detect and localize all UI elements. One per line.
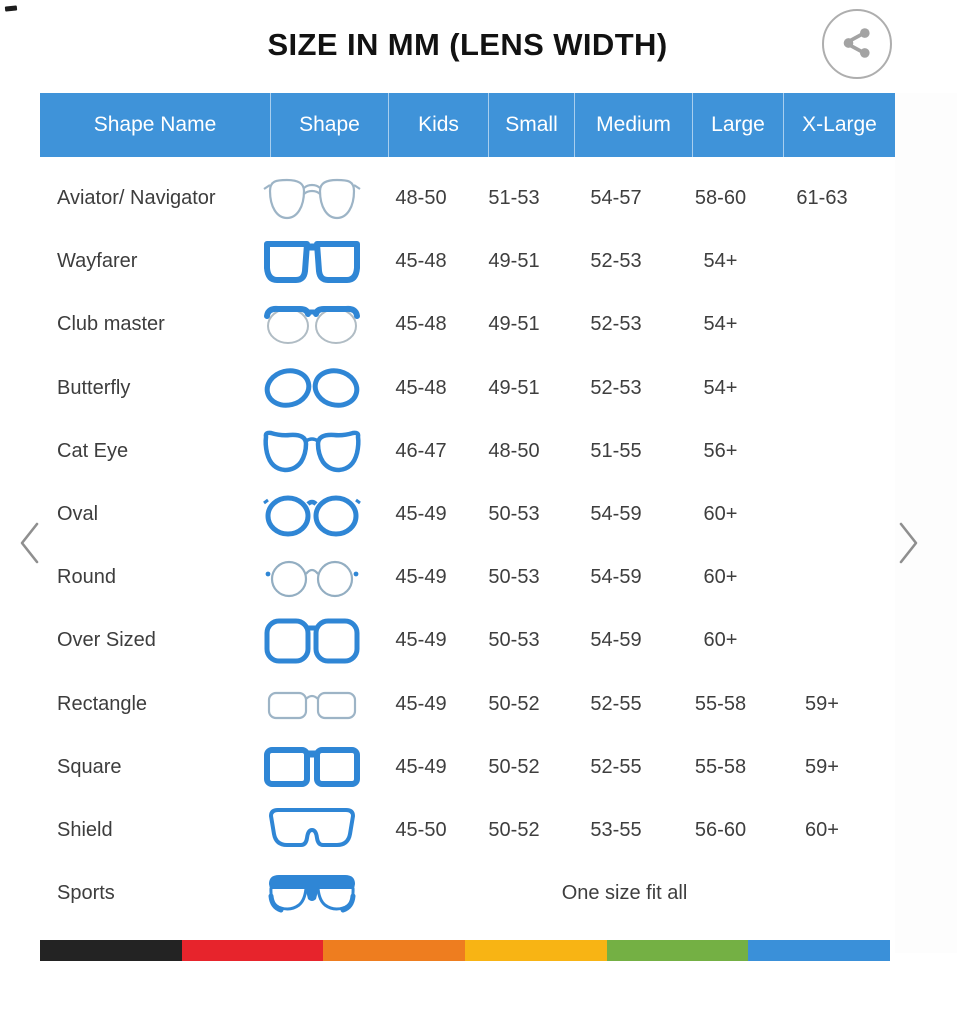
size-cell-medium: 52-53 — [590, 376, 642, 399]
size-cell-kids: 45-49 — [395, 503, 447, 526]
stripe-segment — [40, 940, 182, 961]
stripe-segment — [465, 940, 607, 961]
size-cell-kids: 45-50 — [395, 818, 447, 841]
sports-glasses-icon — [253, 868, 371, 920]
size-cell-small: 48-50 — [488, 439, 540, 462]
table-row — [40, 357, 895, 420]
shape-name-label: Shield — [57, 818, 113, 841]
stripe-segment — [323, 940, 465, 961]
oval-glasses-icon — [253, 489, 371, 541]
carousel-next-button[interactable] — [892, 519, 926, 569]
shape-name-label: Butterfly — [57, 376, 131, 399]
size-cell-large: 55-58 — [694, 755, 747, 778]
table-row — [40, 673, 895, 736]
corner-mark — [5, 5, 17, 11]
size-cell-medium: 54-59 — [590, 503, 642, 526]
size-cell-kids: 45-48 — [395, 376, 447, 399]
shape-name-label: Cat Eye — [57, 439, 129, 462]
oversized-glasses-icon — [253, 615, 371, 667]
chevron-left-icon — [18, 521, 40, 568]
table-row — [40, 736, 895, 799]
size-cell-xlarge: 59+ — [805, 692, 839, 715]
square-glasses-icon — [253, 741, 371, 793]
column-header-xlarge: X-Large — [783, 93, 895, 157]
size-cell-kids: 45-48 — [395, 313, 447, 336]
size-cell-large: 55-58 — [694, 692, 747, 715]
size-cell-medium: 54-59 — [590, 566, 642, 589]
size-cell-small: 50-52 — [488, 818, 540, 841]
table-row — [40, 420, 895, 483]
shape-name-label: Square — [57, 755, 122, 778]
size-cell-kids: 45-49 — [395, 692, 447, 715]
size-cell-kids: 45-49 — [395, 629, 447, 652]
size-cell-small: 50-52 — [488, 755, 540, 778]
size-cell-small: 50-53 — [488, 629, 540, 652]
round-glasses-icon — [253, 552, 371, 604]
page-title: SIZE IN MM (LENS WIDTH) — [267, 27, 668, 62]
size-cell-large: 54+ — [703, 313, 738, 336]
shape-name-label: Sports — [57, 882, 115, 905]
size-cell-medium: 51-55 — [590, 439, 642, 462]
column-header-shape: Shape — [270, 93, 388, 157]
size-cell-kids: 48-50 — [395, 187, 447, 210]
shape-name-label: Wayfarer — [57, 250, 138, 273]
table-row — [40, 862, 895, 925]
size-cell-large: 56+ — [703, 439, 738, 462]
size-cell-small: 50-52 — [488, 692, 540, 715]
table-row — [40, 293, 895, 356]
carousel-prev-button[interactable] — [12, 519, 46, 569]
size-cell-large: 60+ — [703, 503, 738, 526]
shape-name-label: Club master — [57, 313, 165, 336]
size-cell-small: 49-51 — [488, 313, 540, 336]
size-cell-medium: 52-53 — [590, 313, 642, 336]
share-icon — [840, 25, 874, 64]
chevron-right-icon — [898, 521, 920, 568]
size-cell-large: 58-60 — [694, 187, 747, 210]
size-cell-xlarge: 60+ — [805, 818, 839, 841]
column-header-small: Small — [488, 93, 574, 157]
size-cell-medium: 53-55 — [590, 818, 642, 841]
table-row — [40, 799, 895, 862]
size-cell-medium: 52-55 — [590, 692, 642, 715]
shape-name-label: Over Sized — [57, 629, 156, 652]
stripe-segment — [607, 940, 749, 961]
column-header-shape-name: Shape Name — [93, 113, 217, 136]
size-cell-small: 49-51 — [488, 376, 540, 399]
size-cell-large: 54+ — [703, 250, 738, 273]
table-row — [40, 230, 895, 293]
shield-glasses-icon — [253, 804, 371, 856]
table-row — [40, 483, 895, 546]
one-size-label: One size fit all — [561, 882, 688, 905]
table-row — [40, 167, 895, 230]
size-cell-small: 51-53 — [488, 187, 540, 210]
table-row — [40, 609, 895, 672]
column-header-kids: Kids — [388, 93, 488, 157]
rectangle-glasses-icon — [253, 678, 371, 730]
color-stripe — [40, 940, 890, 961]
shape-name-label: Round — [57, 566, 116, 589]
size-cell-small: 50-53 — [488, 566, 540, 589]
share-button[interactable] — [822, 9, 892, 79]
size-cell-small: 50-53 — [488, 503, 540, 526]
size-cell-kids: 45-49 — [395, 755, 447, 778]
size-cell-large: 60+ — [703, 629, 738, 652]
size-cell-medium: 52-55 — [590, 755, 642, 778]
cateye-glasses-icon — [253, 425, 371, 477]
size-cell-large: 60+ — [703, 566, 738, 589]
shape-name-label: Aviator/ Navigator — [57, 187, 216, 210]
size-cell-large: 56-60 — [694, 818, 747, 841]
size-cell-large: 54+ — [703, 376, 738, 399]
stripe-segment — [182, 940, 324, 961]
column-header-large: Large — [692, 93, 783, 157]
column-header-medium: Medium — [574, 93, 692, 157]
size-cell-medium: 52-53 — [590, 250, 642, 273]
size-cell-xlarge: 61-63 — [796, 187, 848, 210]
shape-name-label: Rectangle — [57, 692, 148, 715]
clubmaster-glasses-icon — [253, 299, 371, 351]
butterfly-glasses-icon — [253, 362, 371, 414]
size-cell-medium: 54-59 — [590, 629, 642, 652]
size-cell-xlarge: 59+ — [805, 755, 839, 778]
size-table-body — [40, 157, 895, 925]
wayfarer-glasses-icon — [253, 236, 371, 288]
aviator-glasses-icon — [253, 173, 371, 225]
table-row — [40, 546, 895, 609]
size-cell-kids: 45-48 — [395, 250, 447, 273]
shape-name-label: Oval — [57, 503, 99, 526]
size-cell-small: 49-51 — [488, 250, 540, 273]
size-cell-kids: 45-49 — [395, 566, 447, 589]
table-header — [40, 93, 895, 157]
size-cell-medium: 54-57 — [590, 187, 642, 210]
stripe-segment — [748, 940, 890, 961]
size-cell-kids: 46-47 — [395, 439, 447, 462]
